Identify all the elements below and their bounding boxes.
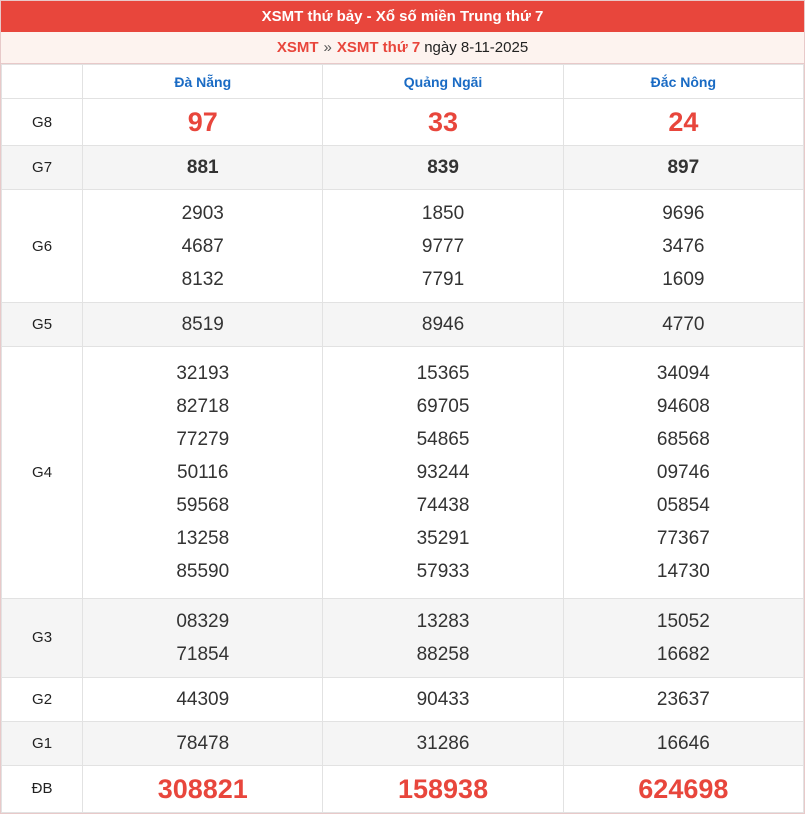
prize-label: G4 xyxy=(2,347,83,599)
table-row xyxy=(2,347,804,599)
prize-number: 16646 xyxy=(656,732,710,754)
prize-number: 88258 xyxy=(416,643,470,665)
breadcrumb-date: ngày 8-11-2025 xyxy=(424,39,529,56)
table-row xyxy=(2,99,804,146)
prize-numbers-cell xyxy=(83,677,323,721)
prize-number: 839 xyxy=(427,157,459,179)
results-table xyxy=(1,64,804,813)
prize-label: G5 xyxy=(2,303,83,347)
prize-numbers-cell xyxy=(323,721,563,765)
prize-number: 77279 xyxy=(176,429,230,451)
table-row xyxy=(2,146,804,190)
table-row xyxy=(2,599,804,678)
prize-numbers-cell xyxy=(83,146,323,190)
prize-number: 308821 xyxy=(157,773,248,804)
prize-numbers-cell xyxy=(563,765,803,812)
prize-number: 74438 xyxy=(416,495,470,517)
prize-numbers-cell xyxy=(323,765,563,812)
prize-number: 57933 xyxy=(416,561,470,583)
breadcrumb-separator: » xyxy=(323,39,332,56)
prize-label: G2 xyxy=(2,677,83,721)
prize-label: G1 xyxy=(2,721,83,765)
breadcrumb-current-link[interactable]: XSMT thứ 7 xyxy=(336,39,421,56)
prize-number: 9696 xyxy=(662,202,705,224)
prize-numbers-cell xyxy=(83,721,323,765)
prize-number: 32193 xyxy=(176,363,230,385)
table-row xyxy=(2,677,804,721)
page-title: XSMT thứ bảy - Xổ số miền Trung thứ 7 xyxy=(261,8,544,25)
prize-numbers-cell xyxy=(83,99,323,146)
prize-numbers-cell xyxy=(323,347,563,599)
prize-number: 34094 xyxy=(656,363,710,385)
prize-number: 09746 xyxy=(656,462,710,484)
prize-numbers-cell xyxy=(323,599,563,678)
prize-numbers-cell xyxy=(323,99,563,146)
prize-numbers-cell xyxy=(323,677,563,721)
prize-number: 23637 xyxy=(656,688,710,710)
prize-numbers-cell xyxy=(323,303,563,347)
prize-number: 44309 xyxy=(176,688,230,710)
prize-numbers-cell xyxy=(563,677,803,721)
prize-numbers-cell xyxy=(563,721,803,765)
prize-numbers-cell xyxy=(563,146,803,190)
prize-number: 71854 xyxy=(176,643,230,665)
prize-number: 1609 xyxy=(662,268,705,290)
prize-numbers-cell xyxy=(83,303,323,347)
prize-number: 15052 xyxy=(656,610,710,632)
prize-number: 68568 xyxy=(656,429,710,451)
prize-number: 7791 xyxy=(421,268,465,290)
prize-number: 8132 xyxy=(181,268,224,290)
prize-label: ĐB xyxy=(2,765,83,812)
prize-numbers-cell xyxy=(563,599,803,678)
prize-numbers-cell xyxy=(83,599,323,678)
prize-number: 16682 xyxy=(656,643,710,665)
column-header-province-1[interactable]: Đà Nẵng xyxy=(83,65,323,99)
prize-number: 54865 xyxy=(416,429,470,451)
prize-number: 82718 xyxy=(176,396,230,418)
prize-number: 05854 xyxy=(656,495,710,517)
prize-numbers-cell xyxy=(563,99,803,146)
prize-number: 2903 xyxy=(181,202,224,224)
prize-numbers-cell xyxy=(563,190,803,303)
prize-number: 13283 xyxy=(416,610,470,632)
prize-number: 15365 xyxy=(416,363,470,385)
prize-number: 77367 xyxy=(656,528,710,550)
results-table-body xyxy=(2,99,804,813)
prize-number: 8519 xyxy=(181,314,224,336)
prize-numbers-cell xyxy=(563,303,803,347)
prize-number: 50116 xyxy=(177,462,229,484)
prize-numbers-cell xyxy=(83,190,323,303)
column-header-province-3[interactable]: Đắc Nông xyxy=(563,65,803,99)
prize-numbers-cell xyxy=(323,146,563,190)
prize-number: 4687 xyxy=(181,235,224,257)
prize-number: 881 xyxy=(186,157,219,179)
prize-label: G8 xyxy=(2,99,83,146)
prize-numbers-cell xyxy=(563,347,803,599)
prize-number: 9777 xyxy=(421,235,465,257)
prize-number: 24 xyxy=(668,107,699,138)
prize-number: 33 xyxy=(428,107,459,138)
table-row xyxy=(2,765,804,812)
prize-number: 4770 xyxy=(662,314,705,336)
prize-number: 13258 xyxy=(176,528,230,550)
prize-label: G3 xyxy=(2,599,83,678)
prize-number: 31286 xyxy=(416,732,470,754)
prize-number: 59568 xyxy=(176,495,230,517)
prize-number: 3476 xyxy=(662,235,705,257)
column-header-province-2[interactable]: Quảng Ngãi xyxy=(323,65,563,99)
breadcrumb-root-link[interactable]: XSMT xyxy=(276,39,319,56)
prize-number: 35291 xyxy=(416,528,470,550)
breadcrumb xyxy=(1,32,804,64)
table-row xyxy=(2,303,804,347)
prize-numbers-cell xyxy=(323,190,563,303)
prize-number: 85590 xyxy=(176,561,230,583)
prize-number: 94608 xyxy=(656,396,710,418)
prize-number: 624698 xyxy=(638,773,729,804)
prize-number: 08329 xyxy=(176,610,230,632)
prize-number: 90433 xyxy=(416,688,470,710)
prize-number: 14730 xyxy=(656,561,710,583)
prize-label: G6 xyxy=(2,190,83,303)
table-header-row xyxy=(2,65,804,99)
page-title-bar xyxy=(1,1,804,32)
prize-number: 158938 xyxy=(397,773,489,804)
prize-number: 1850 xyxy=(421,202,465,224)
prize-number: 97 xyxy=(187,107,218,138)
prize-number: 897 xyxy=(667,157,700,179)
prize-number: 69705 xyxy=(416,396,470,418)
prize-number: 93244 xyxy=(416,462,470,484)
table-row xyxy=(2,721,804,765)
table-row xyxy=(2,190,804,303)
prize-numbers-cell xyxy=(83,347,323,599)
column-header-prize xyxy=(2,65,83,99)
prize-number: 78478 xyxy=(176,732,230,754)
prize-numbers-cell xyxy=(83,765,323,812)
prize-label: G7 xyxy=(2,146,83,190)
prize-number: 8946 xyxy=(421,314,465,336)
